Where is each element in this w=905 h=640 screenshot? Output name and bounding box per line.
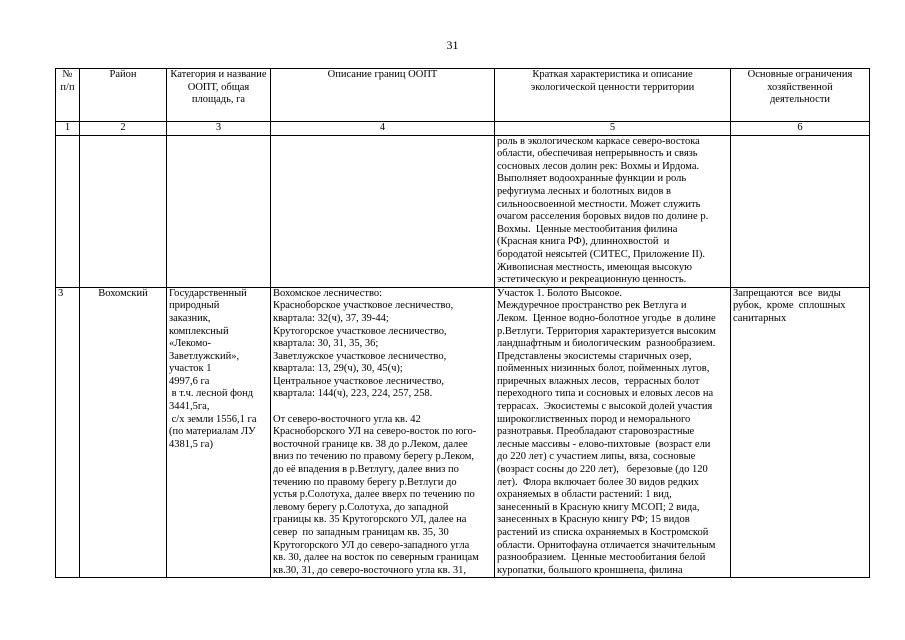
column-number: 2 <box>80 122 167 136</box>
cell-district <box>80 135 167 287</box>
page-number: 31 <box>446 38 459 52</box>
cell-category: Государственный природный заказник, комплексный «Лекомо- Заветлужский», участок 1 4997,6 га в т.ч. лесной фонд 3441,5га, с/х земли 1556,1 га (по материалам ЛУ 4381,5 га) <box>167 287 271 578</box>
cell-restrictions <box>731 135 870 287</box>
table-row <box>56 287 870 578</box>
header-category: Категория и название ООПТ, общая площадь, га <box>167 69 271 122</box>
cell-number: 3 <box>56 287 80 578</box>
column-number: 5 <box>495 122 731 136</box>
header-restrictions: Основные ограничения хозяйственной деятельности <box>731 69 870 122</box>
cell-description: Участок 1. Болото Высокое. Междуречное пространство рек Ветлуга и Леком. Ценное водно-болотное угодье в долине р.Ветлуги. Территория характеризуется высоким ландшафтным и биологическим разнообразием. Представлены экосистемы старичных озер, пойменных низинных болот, пойменных лугов, приречных влажных лесов, террасных болот переходного типа и сосновых и еловых лесов на террасах. Экосистемы с высокой долей участия широкоглиственных пород и неморального разнотравья. Преобладают старовозрастные лесные массивы - елово-пихтовые (возраст ели до 220 лет) с участием липы, вяза, сосновые (возраст сосны до 220 лет), березовые (до 120 лет). Флора включает более 30 видов редких охраняемых в области растений: 1 вид, занесенный в Красную книгу МСОП; 2 вида, занесенных в Красную книгу РФ; 15 видов растений из списка охраняемых в Костромской области. Орнитофауна отличается значительным разнообразием. Ценные местообитания белой куропатки, большого кроншнепа, филина <box>495 287 731 578</box>
protected-areas-table <box>55 68 870 578</box>
table-row <box>56 135 870 287</box>
cell-district: Вохомский <box>80 287 167 578</box>
cell-description: роль в экологическом каркасе северо-востока области, обеспечивая непрерывность и связь сосновых лесов долин рек: Вохмы и Ирдома. Выполняет водоохранные функции и роль рефугиума лесных и болотных видов в сильноосвоенной местности. Может служить очагом расселения боровых видов по долине р. Вохмы. Ценные местообитания филина (Красная книга РФ), длиннохвостой и бородатой неясытей (СИТЕС, Приложение II). Живописная местность, имеющая высокую эстетическую и рекреационную ценность. <box>495 135 731 287</box>
cell-category <box>167 135 271 287</box>
table-header-row <box>56 69 870 122</box>
header-boundaries: Описание границ ООПТ <box>271 69 495 122</box>
cell-restrictions: Запрещаются все виды рубок, кроме сплошных санитарных <box>731 287 870 578</box>
cell-boundaries <box>271 135 495 287</box>
header-district: Район <box>80 69 167 122</box>
column-number: 1 <box>56 122 80 136</box>
header-description: Краткая характеристика и описание экологической ценности территории <box>495 69 731 122</box>
column-number: 6 <box>731 122 870 136</box>
header-number: № п/п <box>56 69 80 122</box>
column-number-row <box>56 122 870 136</box>
cell-number <box>56 135 80 287</box>
column-number: 4 <box>271 122 495 136</box>
column-number: 3 <box>167 122 271 136</box>
cell-boundaries: Вохомское лесничество: Красноборское участковое лесничество, квартала: 32(ч), 37, 39-44; Крутогорское участковое лесничество, квартала: 30, 31, 35, 36; Заветлужское участковое лесничество, квартала: 13, 29(ч), 30, 45(ч); Центральное участковое лесничество, квартала: 144(ч), 223, 224, 257, 258. От северо-восточного угла кв. 42 Красноборского УЛ на северо-восток по юго- восточной границе кв. 38 до р.Леком, далее вниз по течению по правому берегу р.Леком, до её впадения в р.Ветлугу, далее вниз по течению по правому берегу р.Ветлуги до устья р.Солотуха, далее вверх по течению по левому берегу р.Солотуха, до западной границы кв. 35 Крутогорского УЛ, далее на север по западным границам кв. 35, 30 Крутогорского УЛ до северо-западного угла кв. 30, далее на восток по северным границам кв.30, 31, до северо-восточного угла кв. 31, <box>271 287 495 578</box>
